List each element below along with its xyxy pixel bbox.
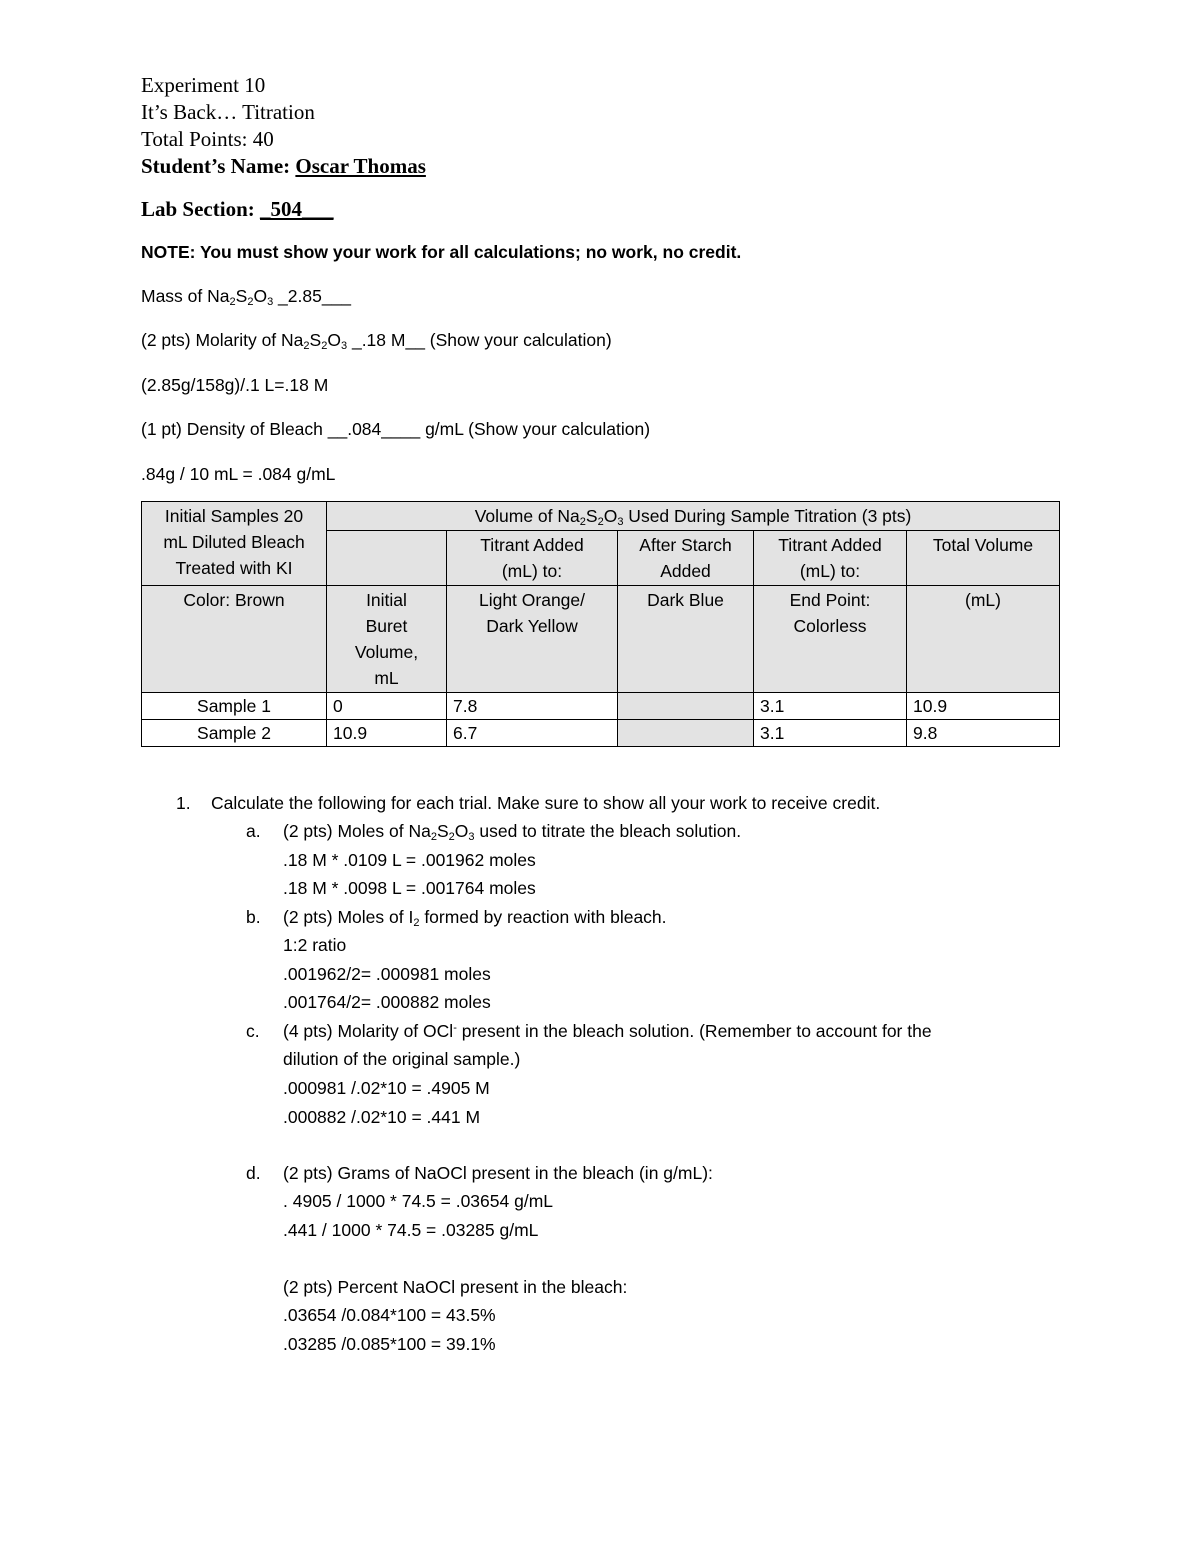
qc-suffix: present in the bleach solution. (Remember to account for the — [456, 1021, 932, 1041]
sub-label: b. — [246, 907, 261, 927]
header-total-volume — [907, 531, 1060, 586]
qb-suffix: formed by reaction with bleach. — [419, 907, 667, 927]
experiment-number: Experiment 10 — [141, 73, 266, 97]
light-orange-cell — [447, 586, 618, 693]
initial-line: Buret — [365, 616, 408, 636]
cell-titrant-2: 3.1 — [754, 693, 907, 720]
color-line: Dark Yellow — [486, 616, 578, 636]
table-header-row — [142, 502, 1060, 531]
density-line: (1 pt) Density of Bleach __.084____ g/mL (Show your calculation) — [141, 419, 651, 439]
header-line: Titrant Added — [480, 535, 584, 555]
header-line: Added — [660, 561, 711, 581]
density-calculation: .84g / 10 mL = .084 g/mL — [141, 464, 336, 484]
molarity-mid: S — [309, 330, 322, 350]
color-line: End Point: — [789, 590, 871, 610]
cell-total: 9.8 — [907, 720, 1060, 747]
row-label: Sample 2 — [142, 720, 327, 747]
qa-sub: 3 — [468, 831, 475, 843]
qc-sup: - — [453, 1022, 457, 1034]
initial-buret-cell — [327, 586, 447, 693]
mass-sub: 2 — [229, 296, 236, 308]
answer-line: . 4905 / 1000 * 74.5 = .03654 g/mL — [283, 1191, 554, 1211]
work-note: NOTE: You must show your work for all calculations; no work, no credit. — [141, 242, 742, 262]
corner-line: Initial Samples 20 — [164, 506, 304, 526]
qc-prefix: (4 pts) Molarity of OCl — [283, 1021, 454, 1041]
color-line: Light Orange/ — [478, 590, 586, 610]
table-title-mid: S — [585, 506, 598, 526]
answer-line: .001764/2= .000882 moles — [283, 992, 491, 1012]
molarity-calculation: (2.85g/158g)/.1 L=.18 M — [141, 375, 329, 395]
student-name-value: Oscar Thomas — [295, 154, 426, 178]
lab-section-value: _504___ — [260, 197, 334, 221]
qa-mid: S — [436, 821, 449, 841]
table-title-sub: 2 — [579, 516, 586, 528]
answer-line: .03285 /0.085*100 = 39.1% — [283, 1334, 496, 1354]
student-name-label: Student’s Name: — [141, 154, 291, 178]
question-b — [283, 903, 667, 931]
mass-sub: 2 — [247, 296, 254, 308]
ml-unit-cell — [907, 586, 1060, 693]
table-color-row — [142, 586, 1060, 693]
sub-label: a. — [246, 821, 261, 841]
lab-section-label: Lab Section: — [141, 197, 255, 221]
molarity-sub: 2 — [321, 340, 328, 352]
header-line: Titrant Added — [778, 535, 882, 555]
corner-line: mL Diluted Bleach — [163, 532, 305, 552]
question-c — [283, 1017, 932, 1045]
titration-table — [141, 501, 1060, 747]
answer-line: .001962/2= .000981 moles — [283, 964, 491, 984]
sub-label: c. — [246, 1021, 260, 1041]
cell-initial: 0 — [327, 693, 447, 720]
row-label: Sample 1 — [142, 693, 327, 720]
mass-line — [141, 282, 351, 310]
table-corner-cell — [142, 502, 327, 586]
cell-titrant-1: 6.7 — [447, 720, 618, 747]
qa-mid: O — [454, 821, 469, 841]
cell-titrant-2: 3.1 — [754, 720, 907, 747]
question-a — [283, 817, 741, 845]
table-title-mid: O — [603, 506, 618, 526]
molarity-sub: 3 — [340, 340, 348, 352]
molarity-mid: O — [327, 330, 341, 350]
cell-starch — [618, 720, 754, 747]
table-title-cell — [327, 502, 1060, 531]
mass-mid: S — [235, 286, 248, 306]
student-name-line — [141, 153, 426, 180]
mass-prefix: Mass of Na — [141, 286, 230, 306]
dark-blue-cell — [618, 586, 754, 693]
answer-line: .18 M * .0109 L = .001962 moles — [283, 850, 536, 870]
header-titrant-added-2 — [754, 531, 907, 586]
color-line: Dark Blue — [647, 590, 724, 610]
corner-line: Treated with KI — [175, 558, 293, 578]
mass-value: _2.85___ — [273, 286, 352, 306]
qb-sub: 2 — [413, 917, 420, 929]
lab-section-line — [141, 196, 334, 223]
answer-line: .000882 /.02*10 = .441 M — [283, 1107, 481, 1127]
cell-initial: 10.9 — [327, 720, 447, 747]
header-after-starch — [618, 531, 754, 586]
table-title-sub: 3 — [617, 516, 624, 528]
table-title-prefix: Volume of Na — [474, 506, 580, 526]
cell-total: 10.9 — [907, 693, 1060, 720]
mass-sub: 3 — [267, 296, 274, 308]
initial-line: Initial — [366, 590, 407, 610]
initial-line: mL — [374, 668, 399, 688]
answer-line: .000981 /.02*10 = .4905 M — [283, 1078, 490, 1098]
answer-line: .03654 /0.084*100 = 43.5% — [283, 1305, 496, 1325]
header-line: (mL) to: — [501, 561, 563, 581]
molarity-value: _.18 M__ (Show your calculation) — [347, 330, 612, 350]
cell-starch — [618, 693, 754, 720]
answer-line: 1:2 ratio — [283, 935, 347, 955]
mass-mid: O — [253, 286, 268, 306]
total-points: Total Points: 40 — [141, 127, 274, 151]
table-row — [142, 693, 1060, 720]
molarity-sub: 2 — [303, 340, 310, 352]
experiment-title: It’s Back… Titration — [141, 100, 315, 124]
qa-sub: 2 — [448, 831, 455, 843]
question-e: (2 pts) Percent NaOCl present in the bleach: — [283, 1277, 628, 1297]
color-label: Color: Brown — [183, 590, 285, 610]
qa-prefix: (2 pts) Moles of Na — [283, 821, 431, 841]
answer-line: .18 M * .0098 L = .001764 moles — [283, 878, 536, 898]
qa-suffix: used to titrate the bleach solution. — [474, 821, 742, 841]
molarity-prefix: (2 pts) Molarity of Na — [141, 330, 304, 350]
header-line: (mL) to: — [799, 561, 861, 581]
header-line: After Starch — [639, 535, 732, 555]
color-brown-cell — [142, 586, 327, 693]
molarity-line — [141, 326, 612, 354]
question-number: 1. — [176, 793, 191, 813]
qb-prefix: (2 pts) Moles of I — [283, 907, 414, 927]
initial-line: Volume, — [354, 642, 419, 662]
sub-label: d. — [246, 1163, 261, 1183]
question-text: Calculate the following for each trial. Make sure to show all your work to receive credit. — [211, 793, 881, 813]
qa-sub: 2 — [430, 831, 437, 843]
table-title-sub: 2 — [597, 516, 604, 528]
table-row — [142, 720, 1060, 747]
color-line: Colorless — [793, 616, 867, 636]
unit-line: (mL) — [965, 590, 1001, 610]
cell-titrant-1: 7.8 — [447, 693, 618, 720]
header-line: Total Volume — [932, 535, 1034, 555]
table-title-suffix: Used During Sample Titration (3 pts) — [623, 506, 912, 526]
header-titrant-added — [447, 531, 618, 586]
table-header-blank — [327, 531, 447, 586]
question-c-continued: dilution of the original sample.) — [283, 1049, 521, 1069]
end-point-cell — [754, 586, 907, 693]
answer-line: .441 / 1000 * 74.5 = .03285 g/mL — [283, 1220, 539, 1240]
question-d: (2 pts) Grams of NaOCl present in the bleach (in g/mL): — [283, 1163, 713, 1183]
